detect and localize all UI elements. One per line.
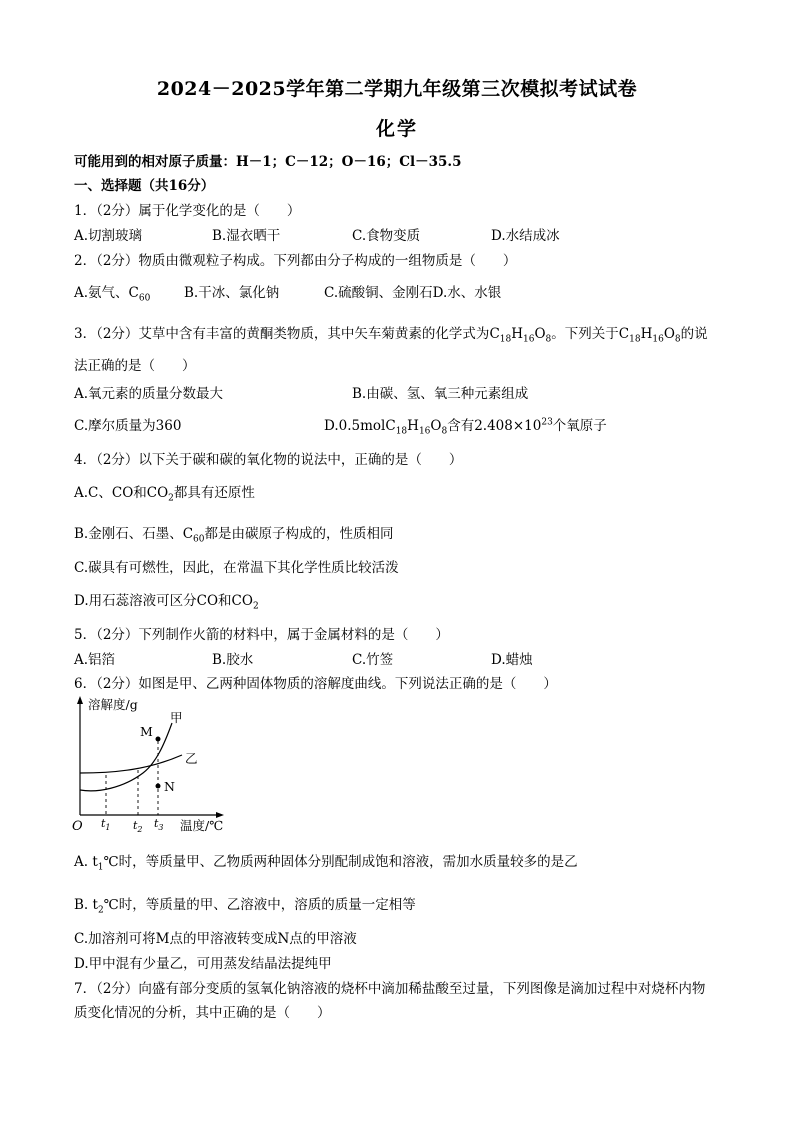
- q1-stem: 1．（2分）属于化学变化的是（ ）: [74, 203, 301, 219]
- exam-title: 2024－2025学年第二学期九年级第三次模拟考试试卷: [156, 78, 638, 100]
- q6-option-b: B. $t_2℃$时，等质量的甲、乙溶液中，溶质的质量一定相等: [74, 897, 416, 916]
- q5-option-a: A.铝箔: [74, 652, 116, 668]
- q3-formula-2: $C_{18}H_{16}O_8$: [618, 326, 681, 345]
- q2-option-cd: C.硫酸铜、金刚石D.水、水银: [324, 285, 502, 301]
- q6-option-d: D.甲中混有少量乙，可用蒸发结晶法提纯甲: [74, 956, 332, 972]
- q1-option-b: B.湿衣晒干: [212, 228, 281, 244]
- point-n: [156, 784, 161, 789]
- atomic-mass-line: 可能用到的相对原子质量：H－1；C－12；O－16；Cl－35.5: [74, 154, 462, 170]
- y-axis-label: 溶解度/g: [88, 697, 138, 712]
- solubility-graph: [68, 693, 238, 835]
- q3-option-c: C.摩尔质量为360: [74, 418, 182, 434]
- point-m-label: M: [140, 724, 153, 739]
- point-m: [156, 737, 161, 742]
- origin-label: O: [72, 819, 83, 834]
- q4-option-b: B.金刚石、石墨、$C_{60}$都是由碳原子构成的，性质相同: [74, 526, 394, 545]
- point-n-label: N: [164, 779, 175, 794]
- subject-title: 化学: [375, 118, 418, 140]
- curve-yi: [80, 755, 182, 773]
- q5-stem: 5．（2分）下列制作火箭的材料中，属于金属材料的是（ ）: [74, 627, 449, 643]
- curve-yi-label: 乙: [185, 751, 198, 766]
- q7-stem-line2: 质变化情况的分析，其中正确的是（ ）: [74, 1005, 331, 1021]
- q5-option-d: D.蜡烛: [491, 652, 533, 668]
- q3-option-b: B.由碳、氢、氧三种元素组成: [352, 386, 529, 402]
- q6-stem: 6．（2分）如图是甲、乙两种固体物质的溶解度曲线。下列说法正确的是（ ）: [74, 676, 557, 692]
- q7-stem-line1: 7．（2分）向盛有部分变质的氢氧化钠溶液的烧杯中滴加稀盐酸至过量，下列图像是滴加过程中对烧杯内物: [74, 981, 706, 997]
- q3-stem: 3．（2分）艾草中含有丰富的黄酮类物质，其中矢车菊黄素的化学式为$C_{18}H_{16}O_8$。下列关于$C_{18}H_{16}O_8$的说: [74, 326, 708, 345]
- q4-option-d: D.用石蕊溶液可区分CO和$CO_2$: [74, 593, 259, 612]
- x-axis-label: 温度/℃: [180, 818, 224, 833]
- tick-t1: $t_1$: [101, 817, 111, 832]
- q3-option-a: A.氧元素的质量分数最大: [74, 386, 224, 402]
- q6-option-c: C.加溶剂可将M点的甲溶液转变成N点的甲溶液: [74, 931, 357, 947]
- q4-stem: 4．（2分）以下关于碳和碳的氧化物的说法中，正确的是（ ）: [74, 452, 463, 468]
- q2-option-b: B.干冰、氯化钠: [184, 285, 280, 301]
- y-axis-arrow: [77, 696, 83, 704]
- q4-option-a: A.C、CO和$CO_2$都具有还原性: [74, 485, 255, 504]
- q2-option-a: A.氨气、$C_{60}$: [74, 285, 151, 304]
- q3-option-d: $D.0.5molC_{18}H_{16}O_8$含有$2.408\times 10^{23}$个氧原子: [324, 417, 607, 437]
- curve-jia-label: 甲: [170, 710, 183, 725]
- section-heading: 一、选择题（共16分）: [74, 178, 215, 194]
- q1-option-d: D.水结成冰: [491, 228, 560, 244]
- q3-stem-line2: 法正确的是（ ）: [74, 358, 196, 374]
- q5-option-c: C.竹签: [352, 652, 394, 668]
- q1-option-a: A.切割玻璃: [74, 228, 143, 244]
- q5-option-b: B.胶水: [212, 652, 254, 668]
- q6-option-a: A. $t_1℃$时，等质量甲、乙物质两种固体分别配制成饱和溶液，需加水质量较多的是乙: [74, 854, 578, 873]
- q2-stem: 2．（2分）物质由微观粒子构成。下列都由分子构成的一组物质是（ ）: [74, 253, 517, 269]
- q1-option-c: C.食物变质: [352, 228, 421, 244]
- tick-t2: $t_2$: [133, 819, 143, 834]
- tick-t3: $t_3$: [154, 817, 164, 832]
- curve-jia: [80, 723, 172, 791]
- q4-option-c: C.碳具有可燃性，因此，在常温下其化学性质比较活泼: [74, 560, 399, 576]
- q3-formula: $C_{18}H_{16}O_8$: [489, 326, 552, 345]
